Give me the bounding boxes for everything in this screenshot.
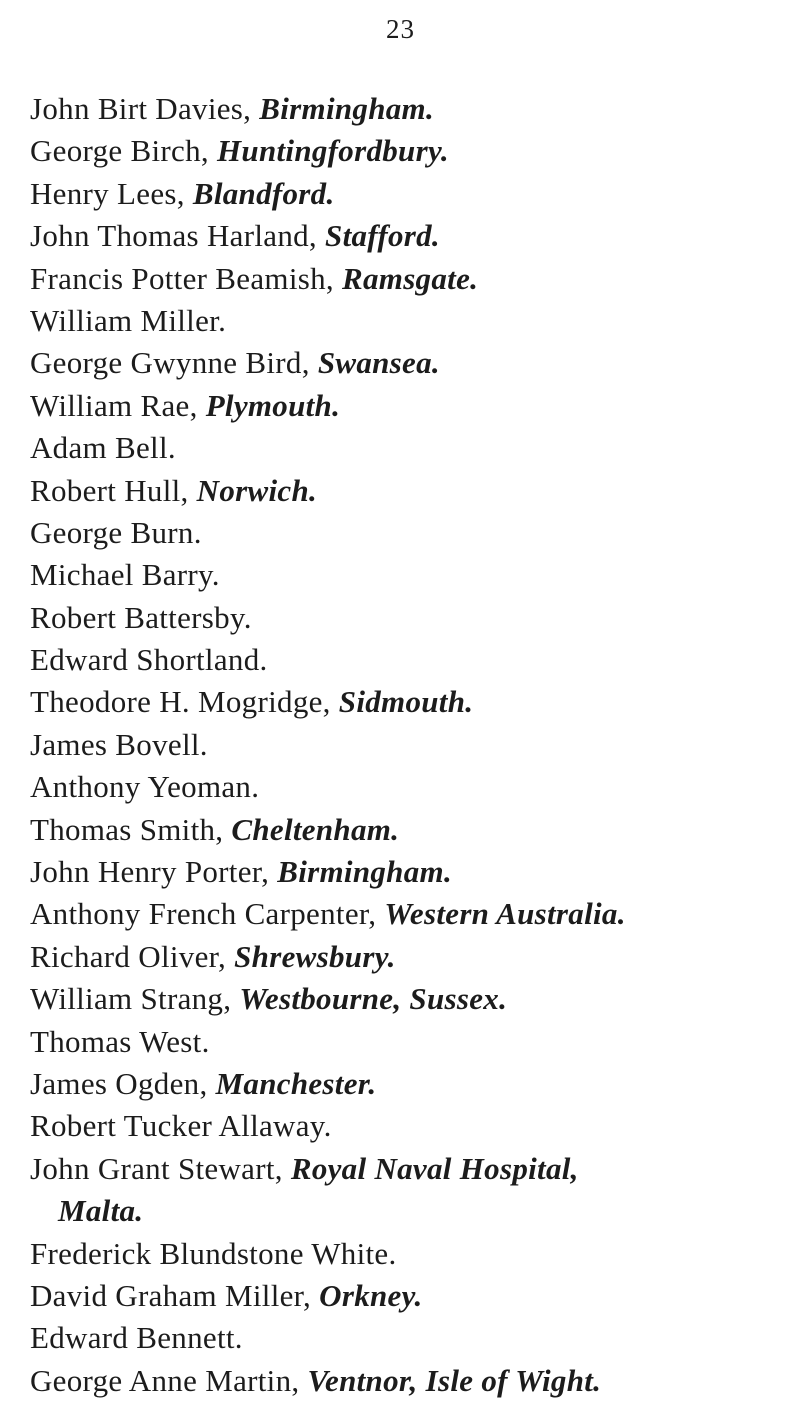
entry-name: Edward Shortland. xyxy=(30,642,268,678)
list-item xyxy=(30,1148,800,1190)
entry-name: Anthony French Carpenter, xyxy=(30,896,385,932)
entry-name: Robert Hull, xyxy=(30,472,197,508)
entry-place: Western Australia. xyxy=(384,896,626,932)
entry-place: Birmingham. xyxy=(259,91,435,126)
entry-name: Robert Battersby. xyxy=(30,599,252,635)
list-item xyxy=(30,470,800,512)
entry-place: Orkney. xyxy=(319,1277,423,1313)
entry-name: Henry Lees, xyxy=(30,175,193,211)
list-item xyxy=(30,639,800,681)
entry-place: Norwich. xyxy=(196,472,318,508)
list-item xyxy=(30,215,800,257)
list-item xyxy=(30,809,800,851)
list-item xyxy=(30,554,800,596)
entry-name: John Birt Davies, xyxy=(30,91,260,126)
entry-name: John Henry Porter, xyxy=(30,854,278,890)
list-item xyxy=(30,173,800,215)
entry-name: George Gwynne Bird, xyxy=(30,345,318,381)
list-item xyxy=(30,1233,800,1275)
entry-place: Ventnor, Isle of Wight. xyxy=(307,1362,602,1398)
entry-name: George Burn. xyxy=(30,514,202,550)
entry-name: George Anne Martin, xyxy=(30,1362,308,1398)
entry-name: William Strang, xyxy=(30,981,240,1017)
list-item xyxy=(30,1105,800,1147)
entry-name: Francis Potter Beamish, xyxy=(30,260,342,296)
list-item xyxy=(30,681,800,723)
entry-name: Robert Tucker Allaway. xyxy=(30,1108,332,1144)
entry-place: Stafford. xyxy=(325,218,440,254)
entry-name: Richard Oliver, xyxy=(30,938,235,974)
list-item xyxy=(30,130,800,172)
entry-name: Theodore H. Mogridge, xyxy=(30,684,339,720)
list-item xyxy=(30,1275,800,1317)
list-item xyxy=(30,1021,800,1063)
entry-place: Malta. xyxy=(58,1193,144,1229)
entry-place: Cheltenham. xyxy=(231,811,400,847)
list-item xyxy=(30,597,800,639)
list-item xyxy=(30,1063,800,1105)
entry-name: John Grant Stewart, xyxy=(30,1150,291,1186)
entry-place: Sidmouth. xyxy=(338,684,474,720)
list-item xyxy=(30,724,800,766)
entry-name: Thomas West. xyxy=(30,1023,210,1059)
entry-name: Anthony Yeoman. xyxy=(30,769,260,805)
entry-name: Frederick Blundstone White. xyxy=(30,1235,397,1271)
list-item xyxy=(30,88,800,130)
list-item xyxy=(30,258,800,300)
entry-name: David Graham Miller, xyxy=(30,1277,320,1313)
page-number: 23 xyxy=(386,14,415,44)
entry-place: Westbourne, Sussex. xyxy=(239,981,508,1017)
list-item xyxy=(30,342,800,384)
entry-place: Royal Naval Hospital, xyxy=(290,1150,579,1186)
list-item xyxy=(30,851,800,893)
entry-name: Edward Bennett. xyxy=(30,1320,243,1356)
entry-name: James Ogden, xyxy=(30,1065,216,1101)
list-item xyxy=(30,1360,800,1402)
entry-name: William Miller. xyxy=(30,302,227,338)
entry-place: Huntingfordbury. xyxy=(217,133,449,169)
entry-list xyxy=(30,88,800,1402)
list-item xyxy=(30,936,800,978)
entry-place: Ramsgate. xyxy=(342,260,479,296)
entry-place: Swansea. xyxy=(317,345,440,381)
list-item-continuation xyxy=(30,1190,800,1232)
entry-place: Shrewsbury. xyxy=(234,938,396,974)
entry-name: William Rae, xyxy=(30,387,206,423)
list-item xyxy=(30,978,800,1020)
entry-place: Manchester. xyxy=(215,1065,377,1101)
list-item xyxy=(30,512,800,554)
list-item xyxy=(30,893,800,935)
entry-name: George Birch, xyxy=(30,133,217,169)
entry-name: John Thomas Harland, xyxy=(30,218,326,254)
entry-place: Birmingham. xyxy=(277,854,452,890)
entry-place: Plymouth. xyxy=(205,387,341,423)
list-item xyxy=(30,300,800,342)
list-item xyxy=(30,766,800,808)
list-item xyxy=(30,385,800,427)
entry-name: Michael Barry. xyxy=(30,557,220,593)
entry-name: James Bovell. xyxy=(30,726,208,762)
entry-name: Thomas Smith, xyxy=(30,811,232,847)
entry-name: Adam Bell. xyxy=(30,430,176,466)
entry-place: Blandford. xyxy=(192,175,335,211)
list-item xyxy=(30,427,800,469)
list-item xyxy=(30,1317,800,1359)
